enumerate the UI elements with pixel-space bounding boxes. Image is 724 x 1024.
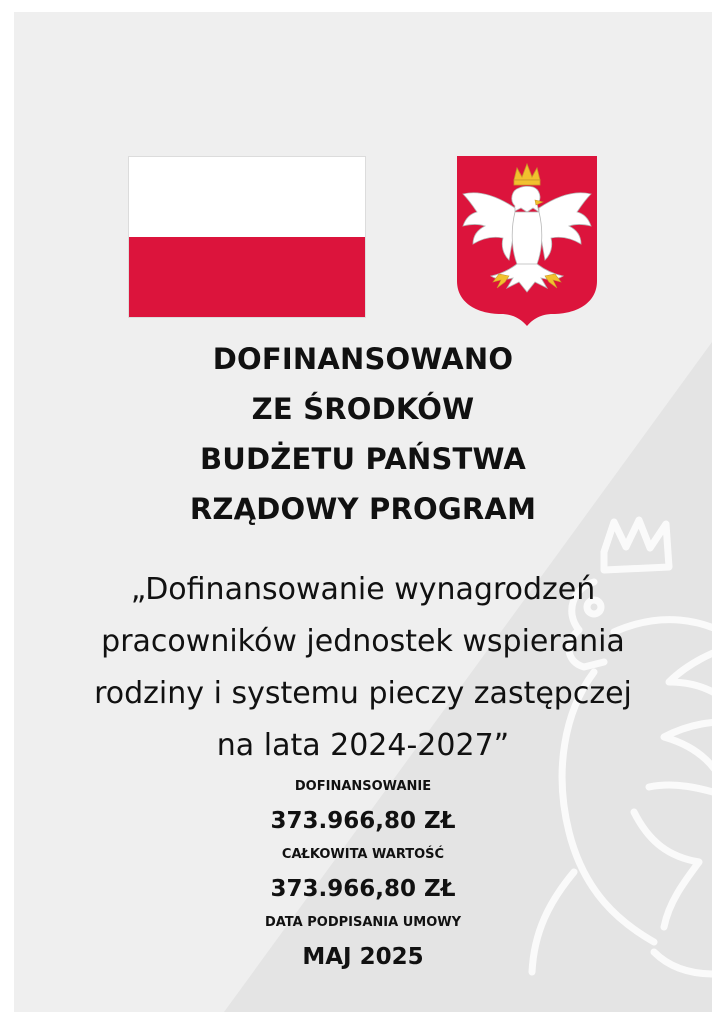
program-title-line-1: „Dofinansowanie wynagrodzeń [130,572,596,607]
heading-line-3: BUDŻETU PAŃSTWA [199,442,527,476]
heading-line-4: RZĄDOWY PROGRAM [189,492,537,526]
funding-value: 373.966,80 ZŁ [270,808,456,834]
program-title-line-2: pracowników jednostek wspierania [101,624,625,659]
poster [14,12,712,1012]
signing-date-value: MAJ 2025 [302,944,424,970]
total-value-label: CAŁKOWITA WARTOŚĆ [281,847,445,862]
funding-info [14,772,712,976]
program-title-line-4: na lata 2024-2027” [216,728,510,763]
polish-coat-of-arms-icon [457,156,597,326]
total-value: 373.966,80 ZŁ [270,876,456,902]
flag-white-stripe [129,157,365,237]
heading-line-2: ZE ŚRODKÓW [251,392,475,426]
heading [14,334,712,534]
polish-flag-icon [129,157,365,317]
heading-line-1: DOFINANSOWANO [212,342,514,376]
funding-label: DOFINANSOWANIE [294,779,432,794]
program-title [14,564,712,772]
signing-date-label: DATA PODPISANIA UMOWY [264,915,462,930]
flag-red-stripe [129,237,365,317]
program-title-line-3: rodziny i systemu pieczy zastępczej [94,676,632,711]
